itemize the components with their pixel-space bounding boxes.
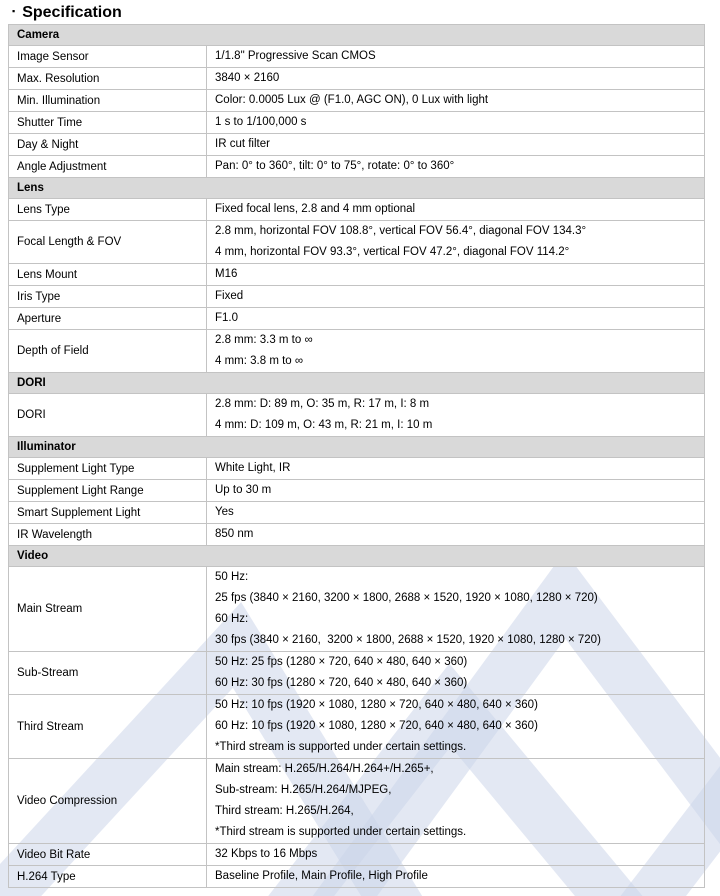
spec-value — [207, 502, 705, 524]
section-row-video — [9, 546, 705, 567]
spec-value — [207, 394, 705, 437]
page-title-text: Specification — [22, 4, 122, 21]
spec-label: Min. Illumination — [9, 90, 207, 112]
spec-value-line: IR cut filter — [215, 138, 270, 150]
table-row — [9, 458, 705, 480]
spec-value-line: 60 Hz: 10 fps (1920 × 1080, 1280 × 720, 640 × 480, 640 × 360) — [215, 720, 538, 732]
table-row — [9, 844, 705, 866]
section-row-lens — [9, 178, 705, 199]
spec-value — [207, 68, 705, 90]
table-row — [9, 652, 705, 695]
spec-label: Max. Resolution — [9, 68, 207, 90]
table-row — [9, 567, 705, 652]
square-bullet-icon: ▪ — [12, 6, 16, 16]
spec-label: Main Stream — [9, 567, 207, 652]
spec-value-line: Color: 0.0005 Lux @ (F1.0, AGC ON), 0 Lux with light — [215, 94, 489, 106]
spec-page — [8, 2, 706, 888]
spec-value — [207, 330, 705, 373]
spec-label: Smart Supplement Light — [9, 502, 207, 524]
spec-label: Lens Type — [9, 199, 207, 221]
spec-value — [207, 524, 705, 546]
spec-value-line: Main stream: H.265/H.264/H.264+/H.265+, — [215, 763, 434, 775]
spec-value-line: Fixed — [215, 290, 244, 302]
spec-value — [207, 264, 705, 286]
spec-value-line: 4 mm: D: 109 m, O: 43 m, R: 21 m, I: 10 m — [215, 419, 433, 431]
table-row — [9, 156, 705, 178]
section-header: Lens — [9, 178, 705, 199]
section-row-dori — [9, 373, 705, 394]
spec-label: Video Compression — [9, 759, 207, 844]
spec-value — [207, 286, 705, 308]
section-header: DORI — [9, 373, 705, 394]
table-row — [9, 112, 705, 134]
section-header: Illuminator — [9, 437, 705, 458]
spec-label: Image Sensor — [9, 46, 207, 68]
specification-table — [8, 24, 705, 888]
page-title — [12, 2, 706, 22]
table-row — [9, 46, 705, 68]
spec-label: DORI — [9, 394, 207, 437]
table-row — [9, 480, 705, 502]
table-row — [9, 759, 705, 844]
spec-value-line: *Third stream is supported under certain settings. — [215, 741, 467, 753]
table-row — [9, 134, 705, 156]
spec-value-line: Sub-stream: H.265/H.264/MJPEG, — [215, 784, 392, 796]
spec-value-line: 3840 × 2160 — [215, 72, 280, 84]
spec-value-line: 1/1.8" Progressive Scan CMOS — [215, 50, 376, 62]
spec-label: Supplement Light Range — [9, 480, 207, 502]
table-row — [9, 308, 705, 330]
spec-value — [207, 134, 705, 156]
spec-value — [207, 221, 705, 264]
spec-value — [207, 695, 705, 759]
spec-value-line: 4 mm: 3.8 m to ∞ — [215, 355, 304, 367]
spec-value-line: 4 mm, horizontal FOV 93.3°, vertical FOV 47.2°, diagonal FOV 114.2° — [215, 246, 570, 258]
spec-value — [207, 90, 705, 112]
spec-value — [207, 567, 705, 652]
spec-value-line: 50 Hz: — [215, 571, 249, 583]
spec-value-line: Up to 30 m — [215, 484, 272, 496]
section-row-illuminator — [9, 437, 705, 458]
table-row — [9, 695, 705, 759]
spec-value — [207, 458, 705, 480]
spec-value-line: Third stream: H.265/H.264, — [215, 805, 354, 817]
section-row-camera — [9, 25, 705, 46]
spec-value-line: 32 Kbps to 16 Mbps — [215, 848, 318, 860]
spec-value — [207, 308, 705, 330]
spec-label: Supplement Light Type — [9, 458, 207, 480]
table-row — [9, 221, 705, 264]
spec-value-line: 50 Hz: 10 fps (1920 × 1080, 1280 × 720, 640 × 480, 640 × 360) — [215, 699, 538, 711]
spec-value-line: 1 s to 1/100,000 s — [215, 116, 307, 128]
spec-label: Depth of Field — [9, 330, 207, 373]
spec-value-line: 60 Hz: — [215, 613, 249, 625]
spec-value-line: F1.0 — [215, 312, 239, 324]
spec-value-line: 60 Hz: 30 fps (1280 × 720, 640 × 480, 640 × 360) — [215, 677, 468, 689]
spec-value-line: 2.8 mm: 3.3 m to ∞ — [215, 334, 313, 346]
spec-label: Lens Mount — [9, 264, 207, 286]
spec-value-line: 2.8 mm, horizontal FOV 108.8°, vertical FOV 56.4°, diagonal FOV 134.3° — [215, 225, 587, 237]
spec-label: H.264 Type — [9, 866, 207, 888]
spec-value-line: White Light, IR — [215, 462, 291, 474]
spec-label: Iris Type — [9, 286, 207, 308]
section-header: Camera — [9, 25, 705, 46]
spec-value-line: 850 nm — [215, 528, 254, 540]
table-row — [9, 866, 705, 888]
spec-label: Aperture — [9, 308, 207, 330]
spec-label: Sub-Stream — [9, 652, 207, 695]
table-row — [9, 330, 705, 373]
table-row — [9, 394, 705, 437]
spec-value-line: 2.8 mm: D: 89 m, O: 35 m, R: 17 m, I: 8 m — [215, 398, 430, 410]
table-row — [9, 524, 705, 546]
table-row — [9, 502, 705, 524]
spec-value — [207, 844, 705, 866]
table-row — [9, 90, 705, 112]
table-row — [9, 264, 705, 286]
spec-value-line: Baseline Profile, Main Profile, High Profile — [215, 870, 428, 882]
spec-value-line: 50 Hz: 25 fps (1280 × 720, 640 × 480, 640 × 360) — [215, 656, 468, 668]
spec-value — [207, 866, 705, 888]
spec-value-line: Fixed focal lens, 2.8 and 4 mm optional — [215, 203, 416, 215]
spec-value-line: M16 — [215, 268, 238, 280]
spec-value — [207, 652, 705, 695]
spec-label: Angle Adjustment — [9, 156, 207, 178]
spec-label: Day & Night — [9, 134, 207, 156]
spec-value-line: Yes — [215, 506, 234, 518]
spec-value-line: 30 fps (3840 × 2160, 3200 × 1800, 2688 × 1520, 1920 × 1080, 1280 × 720) — [215, 634, 601, 646]
spec-label: IR Wavelength — [9, 524, 207, 546]
table-row — [9, 286, 705, 308]
spec-value — [207, 112, 705, 134]
spec-value — [207, 156, 705, 178]
spec-label: Video Bit Rate — [9, 844, 207, 866]
spec-value-line: *Third stream is supported under certain settings. — [215, 826, 467, 838]
spec-value — [207, 480, 705, 502]
table-row — [9, 68, 705, 90]
spec-value — [207, 759, 705, 844]
spec-label: Focal Length & FOV — [9, 221, 207, 264]
spec-label: Shutter Time — [9, 112, 207, 134]
spec-value — [207, 199, 705, 221]
spec-value — [207, 46, 705, 68]
table-row — [9, 199, 705, 221]
spec-value-line: 25 fps (3840 × 2160, 3200 × 1800, 2688 × 1520, 1920 × 1080, 1280 × 720) — [215, 592, 598, 604]
section-header: Video — [9, 546, 705, 567]
spec-value-line: Pan: 0° to 360°, tilt: 0° to 75°, rotate: 0° to 360° — [215, 160, 455, 172]
spec-label: Third Stream — [9, 695, 207, 759]
